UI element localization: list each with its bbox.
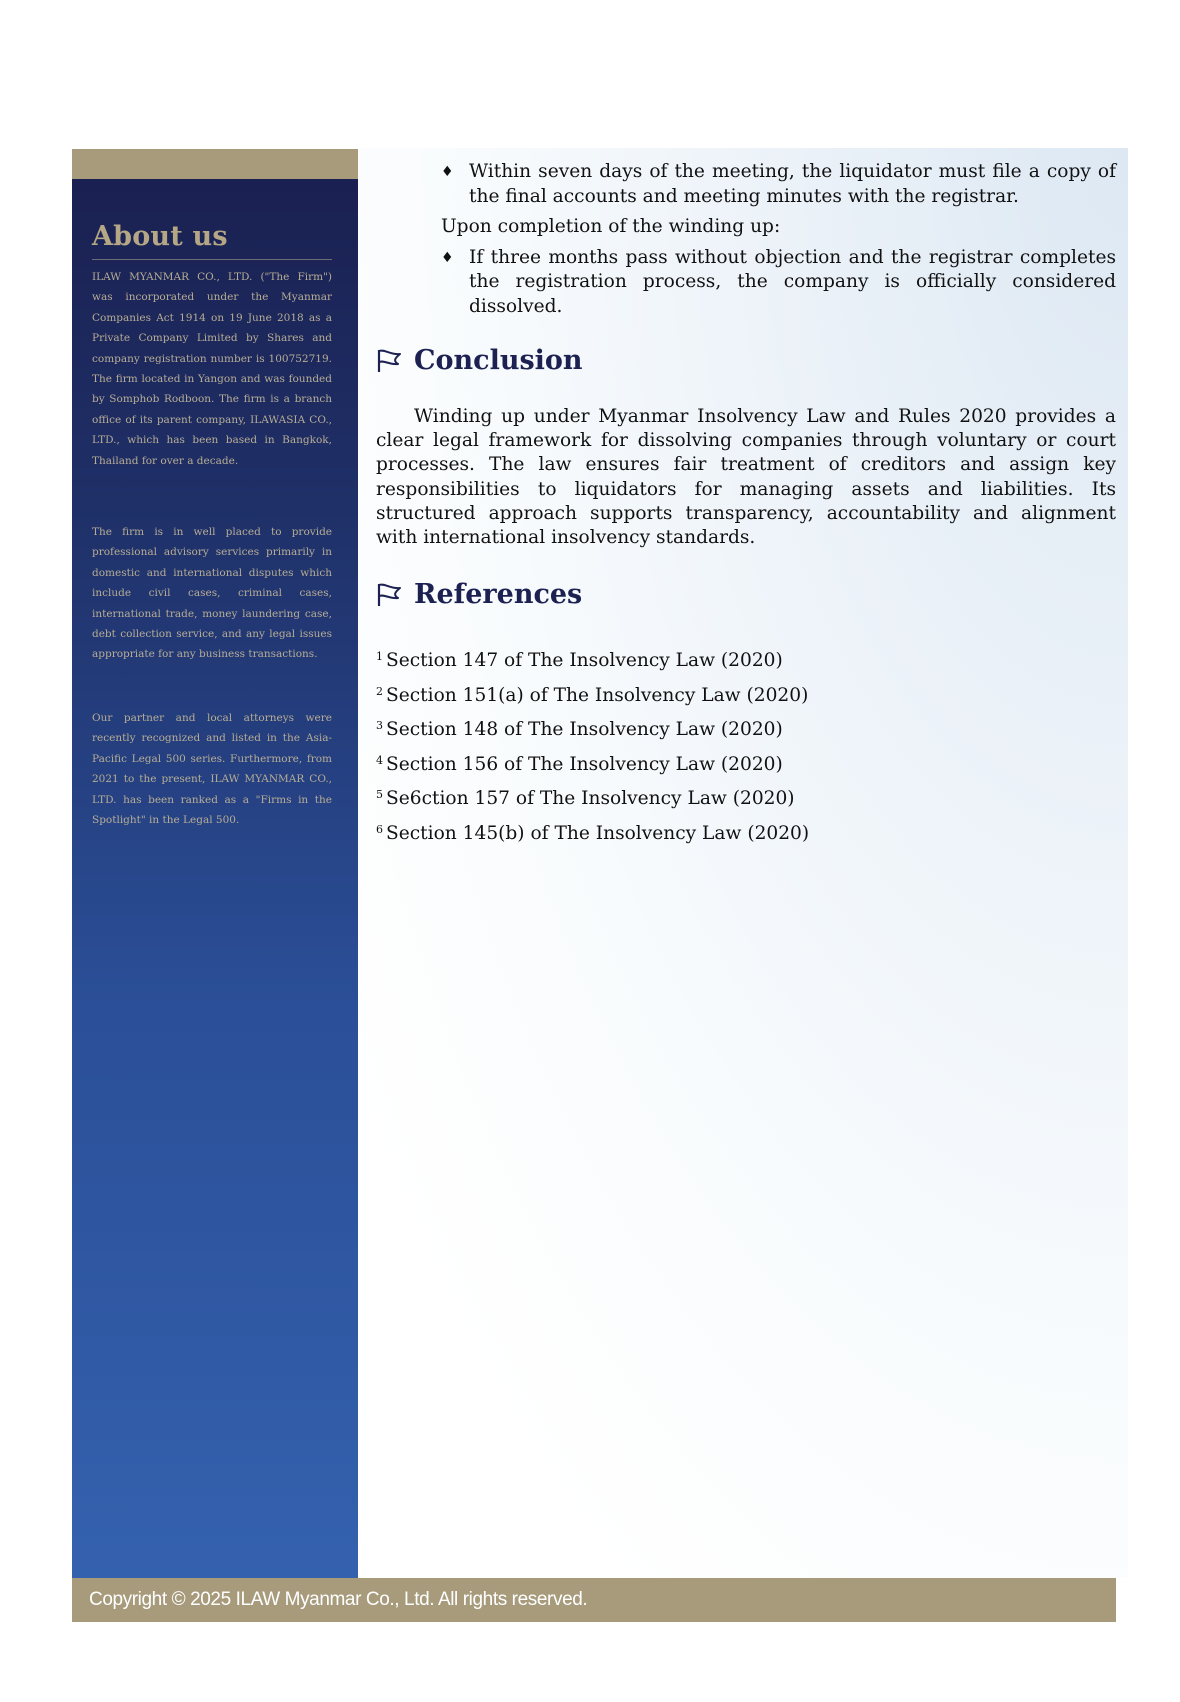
- main-content: [376, 160, 1116, 849]
- about-divider: [92, 259, 332, 260]
- dissolution-list: [376, 246, 1116, 320]
- reference-number: 6: [376, 822, 383, 836]
- sidebar-top-band: [72, 149, 358, 179]
- reference-text: Se6ction 157 of The Insolvency Law (2020): [386, 788, 795, 810]
- references-heading-text: References: [414, 578, 583, 610]
- reference-item: [376, 677, 1116, 712]
- references-heading: [376, 578, 1116, 610]
- about-sidebar: [72, 149, 358, 1578]
- winding-up-steps-list: [376, 160, 1116, 209]
- reference-number: 5: [376, 788, 383, 802]
- conclusion-heading: [376, 344, 1116, 376]
- references-list: [376, 642, 1116, 849]
- reference-text: Section 151(a) of The Insolvency Law (2020): [386, 684, 809, 706]
- copyright-text: Copyright © 2025 ILAW Myanmar Co., Ltd. All rights reserved.: [89, 1589, 588, 1610]
- about-paragraph-services: The firm is in well placed to provide professional advisory services primarily in domestic and international disputes which include civil cases, criminal cases, international trade, money laundering case, debt collection service, and any legal issues appropriate for any business transactions.: [92, 526, 332, 661]
- conclusion-text: Winding up under Myanmar Insolvency Law and Rules 2020 provides a clear legal framework for dissolving companies through voluntary or court processes. The law ensures fair treatment of creditors and assign key responsibilities to liquidators for managing assets and liabilities. Its structured approach supports transparency, accountability and alignment with international insolvency standards.: [376, 406, 1116, 549]
- diamond-bullet-icon: ♦: [441, 164, 454, 180]
- diamond-bullet-icon: ♦: [441, 249, 454, 266]
- reference-number: 1: [376, 650, 383, 664]
- upon-completion-text: Upon completion of the winding up:: [441, 216, 781, 237]
- list-item: [441, 246, 1116, 320]
- reference-number: 3: [376, 719, 383, 733]
- list-item-text: If three months pass without objection and the registrar completes the registration process, the company is officially considered dissolved.: [469, 246, 1116, 317]
- reference-text: Section 147 of The Insolvency Law (2020): [386, 650, 783, 672]
- reference-text: Section 148 of The Insolvency Law (2020): [386, 719, 783, 741]
- list-item-text: Within seven days of the meeting, the liquidator must file a copy of the final accounts and meeting minutes with the registrar.: [469, 161, 1116, 207]
- reference-text: Section 156 of The Insolvency Law (2020): [386, 753, 783, 775]
- footer-bar: [72, 1578, 1116, 1622]
- flag-icon: [376, 582, 404, 608]
- reference-item: [376, 711, 1116, 746]
- reference-text: Section 145(b) of The Insolvency Law (2020): [386, 822, 810, 844]
- reference-item: [376, 642, 1116, 677]
- about-paragraph-firm: ILAW MYANMAR CO., LTD. ("The Firm") was incorporated under the Myanmar Companies Act 1914 on 19 June 2018 as a Private Company Limited by Shares and company registration number is 100752719. The firm located in Yangon and was founded by Somphob Rodboon. The firm is a branch office of its parent company, ILAWASIA CO., LTD., which has been based in Bangkok, Thailand for over a decade.: [92, 271, 332, 467]
- reference-item: [376, 780, 1116, 815]
- about-paragraph-recognition: Our partner and local attorneys were recently recognized and listed in the Asia-Pacific Legal 500 series. Furthermore, from 2021 to the present, ILAW MYANMAR CO., LTD. has been ranked as a "Firms in the Spotlight" in the Legal 500.: [92, 712, 332, 827]
- flag-icon: [376, 348, 404, 374]
- list-item: [441, 160, 1116, 209]
- reference-number: 4: [376, 753, 383, 767]
- about-title: About us: [92, 221, 228, 252]
- reference-item: [376, 746, 1116, 781]
- reference-number: 2: [376, 684, 383, 698]
- reference-item: [376, 815, 1116, 850]
- conclusion-heading-text: Conclusion: [414, 344, 583, 376]
